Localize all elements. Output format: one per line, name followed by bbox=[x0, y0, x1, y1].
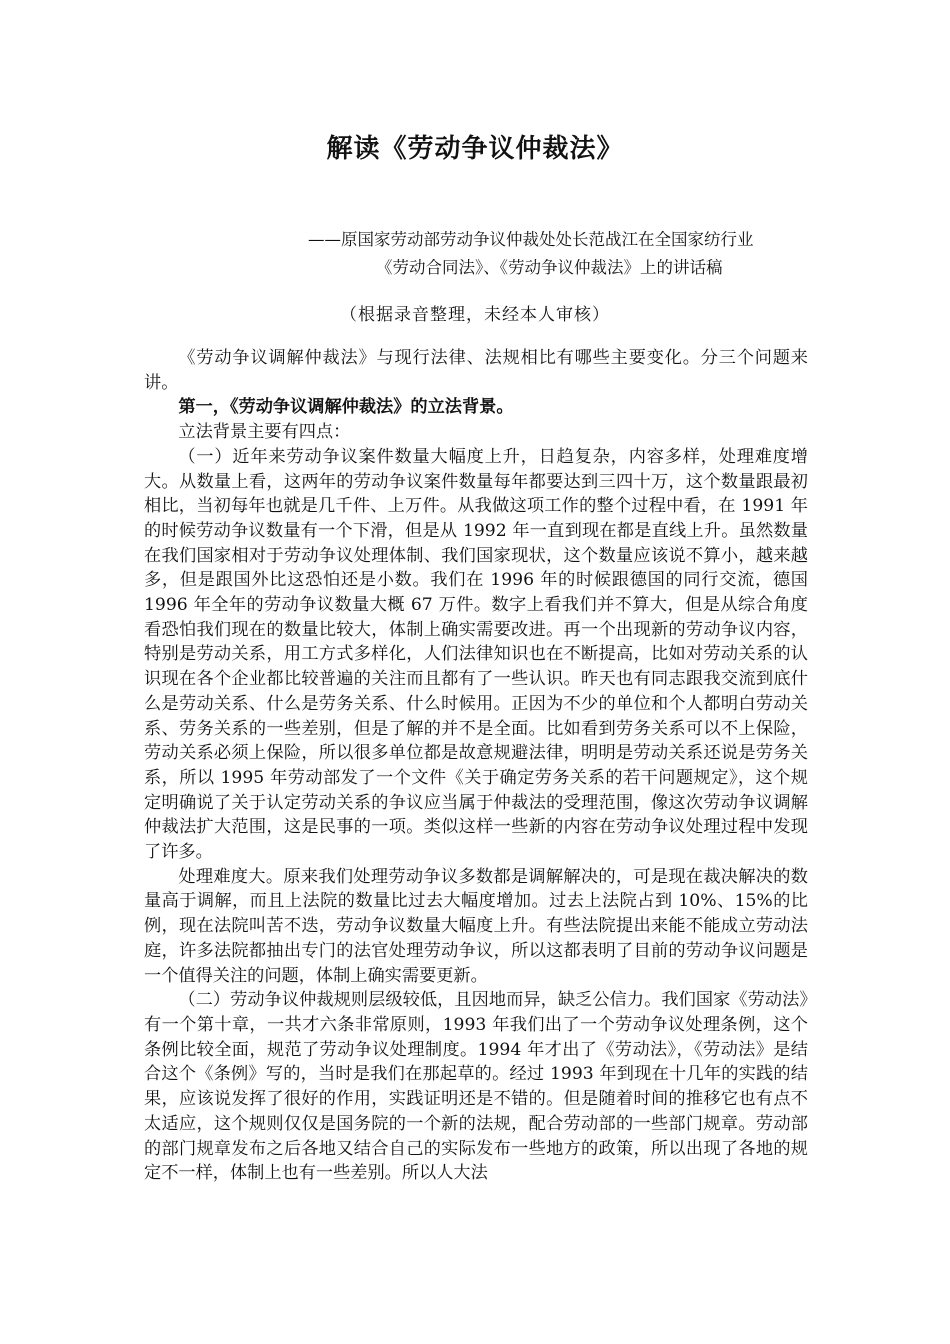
transcription-note: （根据录音整理，未经本人审核） bbox=[340, 305, 610, 325]
paragraph: （二）劳动争议仲裁规则层级较低，且因地而异，缺乏公信力。我们国家《劳动法》有一个第十章，一共才六条非常原则，1993 年我们出了一个劳动争议处理条例，这个条例比较全面，规范了劳动争议处理制度。1994 年才出了《劳动法》，《劳动法》是结合这个《条例》写的，当时是我们在那起草的。经过 1993 年到现在十几年的实践的结果，应该说发挥了很好的作用，实践证明还是不错的。但是随着时间的推移它也有点不太适应，这个规则仅仅是国务院的一个新的法规，配合劳动部的一些部门规章。劳动部的部门规章发布之后各地又结合自己的实际发布一些地方的政策，所以出现了各地的规定不一样，体制上也有一些差别。所以人大法 bbox=[144, 990, 808, 1184]
subtitle-line-2: 《劳动合同法》、《劳动争议仲裁法》上的讲话稿 bbox=[376, 258, 723, 277]
subtitle-line-1: ——原国家劳动部劳动争议仲裁处处长范战江在全国家纺行业 bbox=[308, 230, 754, 249]
paragraph: 处理难度大。原来我们处理劳动争议多数都是调解解决的，可是现在裁决解决的数量高于调解，而且上法院的数量比过去大幅度增加。过去上法院占到 10%、15%的比例，现在法院叫苦不迭，劳动争议数量大幅度上升。有些法院提出来能不能成立劳动法庭，许多法院都抽出专门的法官处理劳动争议，所以这都表明了目前的劳动争议问题是一个值得关注的问题，体制上确实需要更新。 bbox=[144, 866, 808, 986]
section-heading: 第一，《劳动争议调解仲裁法》的立法背景。 bbox=[178, 397, 514, 418]
document-body bbox=[144, 346, 808, 1186]
paragraph: （一）近年来劳动争议案件数量大幅度上升，日趋复杂，内容多样，处理难度增大。从数量上看，这两年的劳动争议案件数量每年都要达到三四十万，这个数量跟最初相比，当初每年也就是几千件、上万件。从我做这项工作的整个过程中看，在 1991 年的时候劳动争议数量有一个下滑，但是从 1992 年一直到现在都是直线上升。虽然数量在我们国家相对于劳动争议处理体制、我们国家现状，这个数量应该说不算小，越来越多，但是跟国外比这恐怕还是小数。我们在 1996 年的时候跟德国的同行交流，德国 1996 年全年的劳动争议数量大概 67 万件。数字上看我们并不算大，但是从综合角度看恐怕我们现在的数量比较大，体制上确实需要改进。再一个出现新的劳动争议内容，特别是劳动关系，用工方式多样化，人们法律知识也在不断提高，比如对劳动关系的认识现在各个企业都比较普遍的关注而且都有了一些认识。昨天也有同志跟我交流到底什么是劳动关系、什么是劳务关系、什么时候用。正因为不少的单位和个人都明白劳动关系、劳务关系的一些差别，但是了解的并不是全面。比如看到劳务关系可以不上保险，劳动关系必须上保险，所以很多单位都是故意规避法律，明明是劳动关系还说是劳务关系，所以 1995 年劳动部发了一个文件《关于确定劳务关系的若干问题规定》，这个规定明确说了关于认定劳动关系的争议应当属于仲裁法的受理范围，像这次劳动争议调解仲裁法扩大范围，这是民事的一项。类似这样一些新的内容在劳动争议处理过程中发现了许多。 bbox=[144, 446, 808, 863]
paragraph-intro: 《劳动争议调解仲裁法》与现行法律、法规相比有哪些主要变化。分三个问题来讲。 bbox=[144, 348, 808, 393]
document-title: 解读《劳动争议仲裁法》 bbox=[326, 134, 624, 164]
paragraph: 立法背景主要有四点： bbox=[178, 422, 351, 443]
